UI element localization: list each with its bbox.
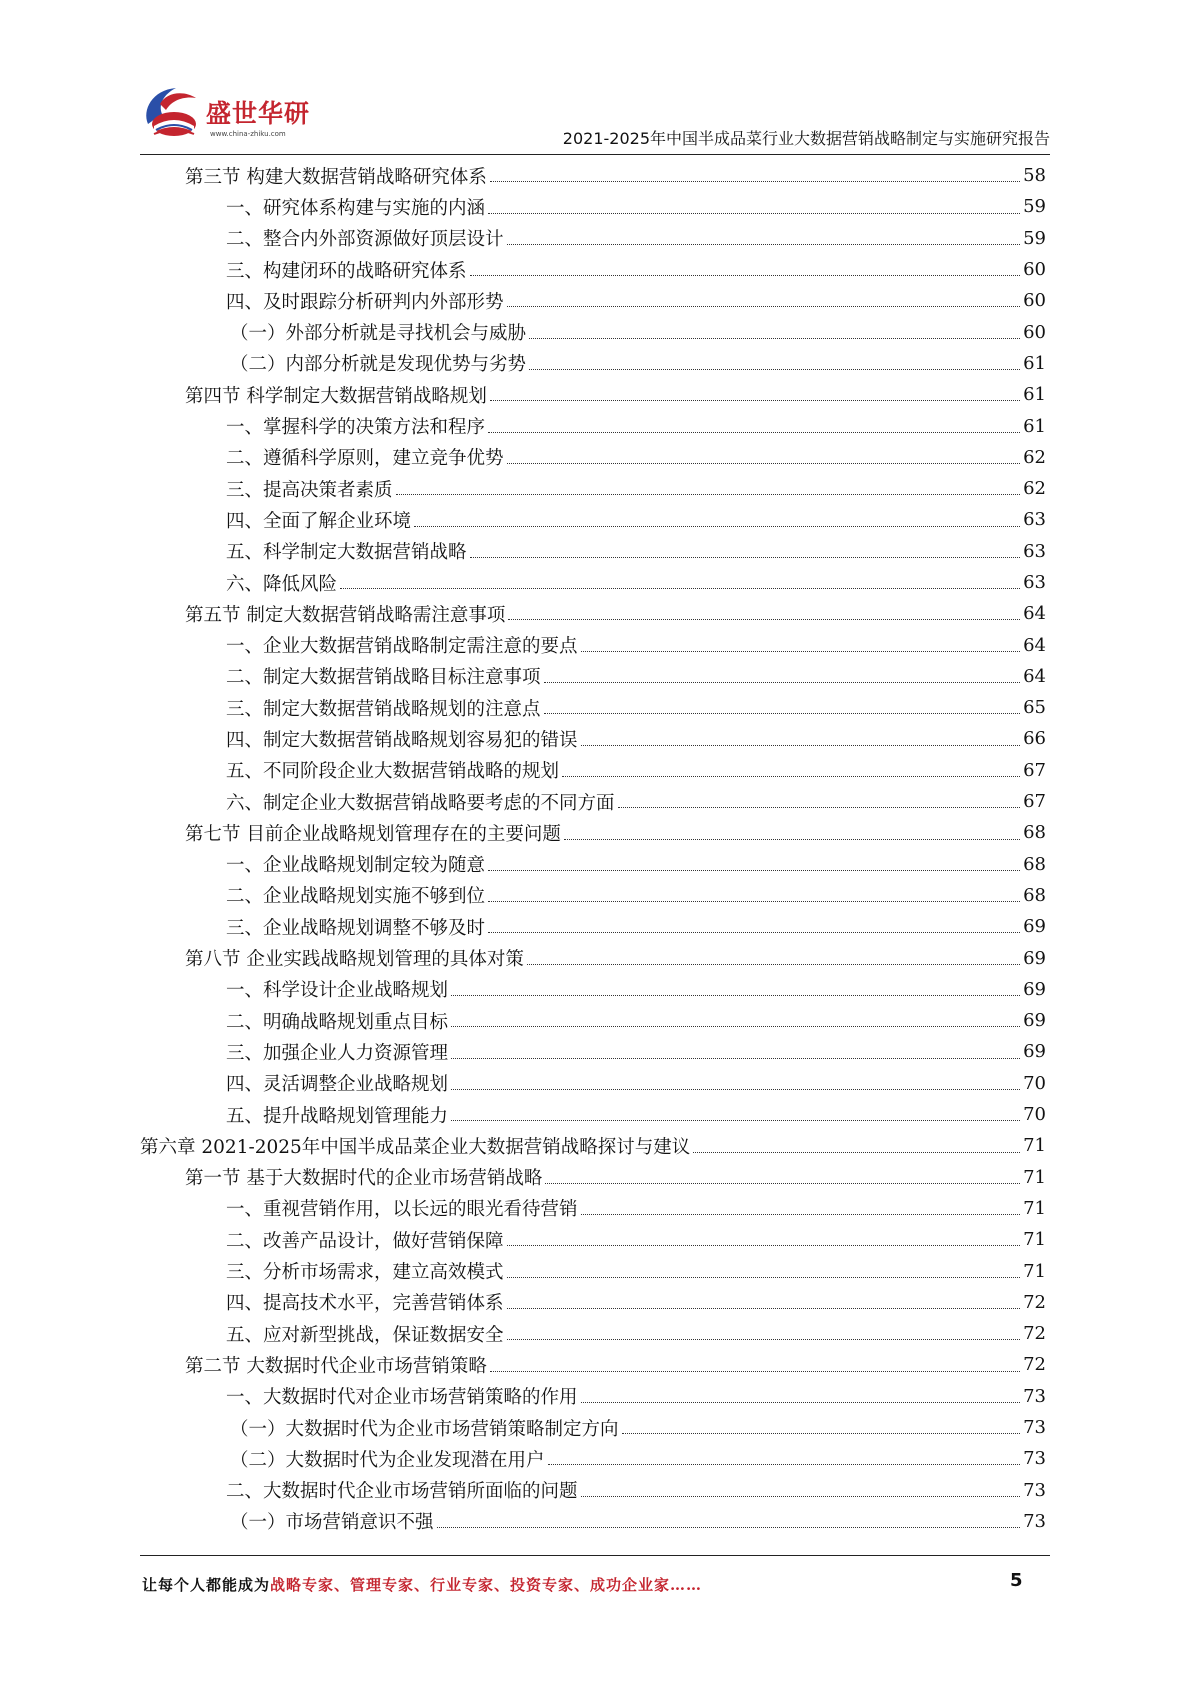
toc-entry-page: 69 [1023, 978, 1046, 1000]
toc-entry-page: 69 [1023, 947, 1046, 969]
toc-dot-leader [490, 399, 1020, 401]
toc-dot-leader [507, 1244, 1021, 1246]
toc-entry-title: 第七节 目前企业战略规划管理存在的主要问题 [185, 823, 561, 845]
toc-entry-page: 66 [1023, 728, 1046, 750]
page-number: 5 [1010, 1570, 1023, 1591]
toc-dot-leader [470, 274, 1021, 276]
toc-entry-title: 二、遵循科学原则，建立竞争优势 [226, 448, 504, 470]
toc-entry-page: 69 [1023, 916, 1046, 938]
logo-name: 盛世华研 [206, 99, 311, 128]
toc-entry[interactable] [140, 629, 1046, 660]
toc-entry[interactable] [140, 1318, 1046, 1349]
toc-dot-leader [451, 1057, 1020, 1059]
toc-entry-page: 68 [1023, 884, 1046, 906]
toc-entry-page: 64 [1023, 603, 1046, 625]
toc-entry-page: 68 [1023, 822, 1046, 844]
toc-dot-leader [544, 712, 1021, 714]
toc-entry[interactable] [140, 160, 1046, 191]
toc-entry-title: （二）内部分析就是发现优势与劣势 [230, 354, 527, 376]
toc-entry-page: 62 [1023, 478, 1046, 500]
toc-entry-title: 二、整合内外部资源做好顶层设计 [226, 229, 504, 251]
toc-entry-page: 70 [1023, 1072, 1046, 1094]
toc-dot-leader [340, 587, 1020, 589]
toc-dot-leader [527, 963, 1020, 965]
toc-entry-page: 62 [1023, 446, 1046, 468]
toc-entry[interactable] [140, 755, 1046, 786]
toc-entry[interactable] [140, 1412, 1046, 1443]
toc-dot-leader [488, 212, 1020, 214]
toc-entry-page: 67 [1023, 791, 1046, 813]
toc-entry-page: 64 [1023, 665, 1046, 687]
toc-entry[interactable] [140, 723, 1046, 754]
toc-entry-page: 72 [1023, 1323, 1046, 1345]
toc-dot-leader [451, 994, 1020, 996]
toc-entry[interactable] [140, 1287, 1046, 1318]
toc-dot-leader [581, 1495, 1021, 1497]
toc-entry-title: 五、应对新型挑战，保证数据安全 [226, 1324, 504, 1346]
toc-entry-page: 64 [1023, 634, 1046, 656]
toc-entry-title: 三、加强企业人力资源管理 [226, 1042, 449, 1064]
toc-entry[interactable] [140, 1506, 1046, 1537]
toc-dot-leader [581, 1401, 1021, 1403]
toc-entry-title: 第五节 制定大数据营销战略需注意事项 [185, 604, 506, 626]
toc-entry-page: 70 [1023, 1104, 1046, 1126]
company-logo [140, 80, 340, 150]
toc-entry[interactable] [140, 1036, 1046, 1067]
toc-entry[interactable] [140, 191, 1046, 222]
page-header [140, 80, 1050, 150]
toc-entry-title: 第四节 科学制定大数据营销战略规划 [185, 385, 487, 407]
toc-entry-title: 六、降低风险 [226, 573, 338, 595]
toc-entry-title: 二、改善产品设计，做好营销保障 [226, 1230, 504, 1252]
toc-entry-page: 69 [1023, 1041, 1046, 1063]
toc-entry-title: 一、企业战略规划制定较为随意 [226, 855, 486, 877]
toc-entry-title: 二、企业战略规划实施不够到位 [226, 886, 486, 908]
toc-entry-page: 71 [1023, 1260, 1046, 1282]
toc-entry-page: 60 [1023, 321, 1046, 343]
toc-entry[interactable] [140, 536, 1046, 567]
toc-entry-page: 73 [1023, 1510, 1046, 1532]
toc-entry-page: 60 [1023, 290, 1046, 312]
toc-dot-leader [507, 1307, 1021, 1309]
toc-entry-page: 63 [1023, 572, 1046, 593]
toc-entry-page: 72 [1023, 1291, 1046, 1313]
toc-entry-title: （一）市场营销意识不强 [230, 1512, 434, 1534]
toc-entry[interactable] [140, 316, 1046, 347]
toc-entry-page: 68 [1023, 853, 1046, 875]
logo-url: www.china-zhiku.com [210, 130, 286, 138]
toc-dot-leader [451, 1025, 1020, 1027]
logo-emblem-icon [140, 80, 210, 150]
toc-entry-title: 第八节 企业实践战略规划管理的具体对策 [185, 949, 524, 971]
toc-entry-page: 71 [1023, 1166, 1046, 1188]
toc-entry-title: 二、大数据时代企业市场营销所面临的问题 [226, 1481, 578, 1503]
toc-entry-title: （一）外部分析就是寻找机会与威胁 [230, 323, 527, 345]
toc-entry-page: 73 [1023, 1385, 1046, 1407]
toc-entry-title: 一、大数据时代对企业市场营销策略的作用 [226, 1387, 578, 1409]
toc-entry[interactable] [140, 911, 1046, 942]
toc-entry-title: （一）大数据时代为企业市场营销策略制定方向 [230, 1418, 619, 1440]
toc-entry-page: 73 [1023, 1448, 1046, 1470]
toc-dot-leader [488, 931, 1020, 933]
toc-entry-title: 四、及时跟踪分析研判内外部形势 [226, 291, 504, 313]
table-of-contents [140, 160, 1046, 1537]
toc-entry-title: 四、灵活调整企业战略规划 [226, 1074, 449, 1096]
toc-dot-leader [581, 744, 1021, 746]
toc-dot-leader [564, 838, 1020, 840]
toc-entry-title: 第三节 构建大数据营销战略研究体系 [185, 166, 487, 188]
toc-entry-title: 第二节 大数据时代企业市场营销策略 [185, 1355, 487, 1377]
toc-entry-title: 三、分析市场需求，建立高效模式 [226, 1262, 504, 1284]
toc-entry[interactable] [140, 473, 1046, 504]
toc-entry-page: 65 [1023, 697, 1046, 719]
toc-dot-leader [581, 650, 1021, 652]
toc-entry-page: 69 [1023, 1010, 1046, 1032]
toc-dot-leader [581, 1213, 1021, 1215]
toc-entry-title: 第六章 2021-2025年中国半成品菜企业大数据营销战略探讨与建议 [140, 1136, 691, 1158]
toc-dot-leader [396, 493, 1021, 495]
toc-entry[interactable] [140, 1162, 1046, 1193]
toc-dot-leader [693, 1151, 1020, 1153]
toc-entry[interactable] [140, 849, 1046, 880]
toc-entry[interactable] [140, 1068, 1046, 1099]
toc-entry[interactable] [140, 661, 1046, 692]
toc-entry-title: （二）大数据时代为企业发现潜在用户 [230, 1449, 545, 1471]
toc-entry-page: 73 [1023, 1417, 1046, 1439]
toc-entry[interactable] [140, 1255, 1046, 1286]
toc-entry-page: 59 [1023, 227, 1046, 249]
toc-entry-page: 71 [1023, 1197, 1046, 1219]
toc-entry[interactable] [140, 1224, 1046, 1255]
toc-dot-leader [508, 618, 1020, 620]
toc-entry-page: 63 [1023, 540, 1046, 562]
toc-entry[interactable] [140, 880, 1046, 911]
toc-entry[interactable] [140, 1349, 1046, 1380]
footer-divider [140, 1555, 1050, 1556]
toc-entry-title: 三、制定大数据营销战略规划的注意点 [226, 698, 541, 720]
toc-dot-leader [507, 1276, 1021, 1278]
toc-entry-title: 一、掌握科学的决策方法和程序 [226, 417, 486, 439]
toc-entry-page: 59 [1023, 196, 1046, 218]
toc-entry[interactable] [140, 817, 1046, 848]
toc-dot-leader [490, 180, 1020, 182]
toc-entry[interactable] [140, 1130, 1046, 1161]
toc-entry-page: 61 [1023, 384, 1046, 406]
toc-entry[interactable] [140, 974, 1046, 1005]
toc-entry-title: 五、提升战略规划管理能力 [226, 1105, 449, 1127]
toc-entry[interactable] [140, 942, 1046, 973]
toc-entry-title: 二、制定大数据营销战略目标注意事项 [226, 667, 541, 689]
toc-dot-leader [529, 337, 1020, 339]
toc-entry-title: 五、科学制定大数据营销战略 [226, 542, 467, 564]
toc-entry[interactable] [140, 1443, 1046, 1474]
toc-entry[interactable] [140, 598, 1046, 629]
toc-entry[interactable] [140, 1099, 1046, 1130]
toc-entry[interactable] [140, 692, 1046, 723]
toc-entry-page: 63 [1023, 509, 1046, 531]
toc-dot-leader [529, 368, 1020, 370]
slogan-highlight: 战略专家、管理专家、行业专家、投资专家、成功企业家…… [270, 1576, 703, 1594]
toc-entry[interactable] [140, 567, 1046, 598]
toc-dot-leader [548, 1463, 1021, 1465]
toc-dot-leader [488, 431, 1020, 433]
toc-entry-page: 60 [1023, 259, 1046, 281]
toc-dot-leader [507, 305, 1021, 307]
toc-dot-leader [618, 806, 1021, 808]
toc-entry-title: 四、制定大数据营销战略规划容易犯的错误 [226, 729, 578, 751]
toc-dot-leader [622, 1432, 1021, 1434]
toc-dot-leader [437, 1526, 1021, 1528]
toc-entry[interactable] [140, 442, 1046, 473]
toc-entry[interactable] [140, 223, 1046, 254]
toc-dot-leader [562, 775, 1020, 777]
toc-entry-title: 四、提高技术水平，完善营销体系 [226, 1293, 504, 1315]
toc-entry-title: 一、企业大数据营销战略制定需注意的要点 [226, 636, 578, 658]
toc-entry-page: 73 [1023, 1479, 1046, 1501]
toc-entry-page: 72 [1023, 1354, 1046, 1376]
toc-entry-page: 58 [1023, 165, 1046, 187]
toc-dot-leader [488, 869, 1020, 871]
toc-entry[interactable] [140, 285, 1046, 316]
toc-dot-leader [507, 1338, 1021, 1340]
toc-entry-title: 一、科学设计企业战略规划 [226, 980, 449, 1002]
toc-dot-leader [507, 462, 1021, 464]
toc-entry-title: 三、企业战略规划调整不够及时 [226, 917, 486, 939]
toc-entry[interactable] [140, 504, 1046, 535]
toc-entry[interactable] [140, 410, 1046, 441]
toc-entry-title: 第一节 基于大数据时代的企业市场营销战略 [185, 1168, 543, 1190]
toc-entry-title: 三、构建闭环的战略研究体系 [226, 260, 467, 282]
toc-entry-title: 三、提高决策者素质 [226, 479, 393, 501]
toc-dot-leader [451, 1119, 1020, 1121]
toc-dot-leader [507, 243, 1021, 245]
toc-entry[interactable] [140, 1193, 1046, 1224]
toc-entry-page: 71 [1023, 1135, 1046, 1157]
toc-entry-title: 一、重视营销作用，以长远的眼光看待营销 [226, 1199, 578, 1221]
toc-entry[interactable] [140, 1381, 1046, 1412]
toc-dot-leader [414, 525, 1020, 527]
toc-entry[interactable] [140, 379, 1046, 410]
toc-dot-leader [545, 1182, 1020, 1184]
toc-entry[interactable] [140, 254, 1046, 285]
toc-dot-leader [451, 1088, 1020, 1090]
toc-entry-page: 61 [1023, 352, 1046, 374]
report-title: 2021-2025年中国半成品菜行业大数据营销战略制定与实施研究报告 [562, 129, 1050, 148]
toc-dot-leader [470, 556, 1021, 558]
toc-entry[interactable] [140, 1005, 1046, 1036]
toc-entry-title: 二、明确战略规划重点目标 [226, 1011, 449, 1033]
toc-entry[interactable] [140, 786, 1046, 817]
toc-entry-title: 五、不同阶段企业大数据营销战略的规划 [226, 761, 560, 783]
toc-entry-title: 一、研究体系构建与实施的内涵 [226, 197, 486, 219]
toc-entry-page: 71 [1023, 1229, 1046, 1251]
toc-entry-title: 六、制定企业大数据营销战略要考虑的不同方面 [226, 792, 615, 814]
toc-entry-title: 四、全面了解企业环境 [226, 510, 412, 532]
toc-entry[interactable] [140, 1474, 1046, 1505]
slogan-prefix: 让每个人都能成为 [142, 1576, 271, 1594]
footer-slogan [142, 1574, 702, 1595]
toc-entry[interactable] [140, 348, 1046, 379]
toc-dot-leader [488, 900, 1020, 902]
toc-entry-page: 61 [1023, 415, 1046, 437]
toc-dot-leader [544, 681, 1021, 683]
header-divider [140, 154, 1050, 155]
toc-entry-page: 67 [1023, 759, 1046, 781]
toc-dot-leader [490, 1370, 1020, 1372]
